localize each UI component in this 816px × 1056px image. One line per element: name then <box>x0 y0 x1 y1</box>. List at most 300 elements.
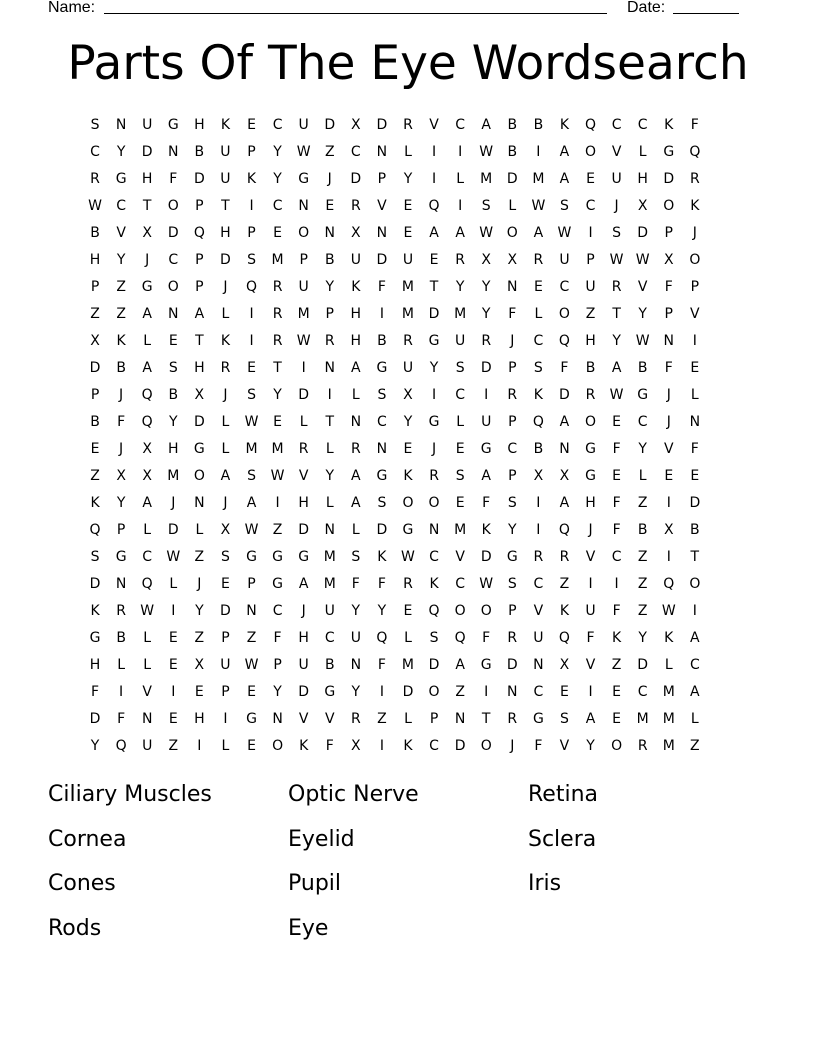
grid-cell: C <box>585 198 596 214</box>
grid-cell: R <box>298 441 309 457</box>
grid-cell: T <box>195 333 204 349</box>
grid-cell: Z <box>637 576 648 592</box>
grid-cell: K <box>377 549 387 565</box>
grid-cell: U <box>350 252 361 268</box>
grid-cell: R <box>350 711 361 727</box>
grid-cell: U <box>455 333 466 349</box>
grid-row <box>82 274 734 301</box>
grid-cell: Z <box>272 522 283 538</box>
grid-cell: J <box>119 387 124 403</box>
grid-row <box>82 436 734 463</box>
grid-cell: K <box>90 603 100 619</box>
grid-cell: Y <box>90 738 100 754</box>
grid-cell: K <box>299 738 309 754</box>
grid-cell: O <box>480 603 492 619</box>
grid-cell: I <box>301 360 306 376</box>
grid-cell: D <box>298 684 310 700</box>
grid-cell: B <box>533 117 544 133</box>
grid-cell: Z <box>611 657 622 673</box>
grid-cell: A <box>351 495 361 511</box>
grid-cell: L <box>143 522 152 538</box>
grid-cell: Y <box>273 387 282 403</box>
grid-cell: J <box>666 387 671 403</box>
grid-cell: K <box>664 630 674 646</box>
grid-cell: D <box>350 171 362 187</box>
grid-cell: O <box>689 252 701 268</box>
grid-cell: I <box>431 144 437 160</box>
word-list-item: Iris <box>528 871 562 896</box>
grid-cell: P <box>221 684 230 700</box>
grid-cell: L <box>690 711 699 727</box>
grid-cell: G <box>585 468 596 484</box>
grid-cell: D <box>376 522 388 538</box>
grid-cell: G <box>428 333 440 349</box>
grid-cell: N <box>689 414 701 430</box>
grid-cell: D <box>220 252 231 268</box>
grid-cell: D <box>480 549 492 565</box>
grid-cell: O <box>272 738 284 754</box>
grid-row <box>82 625 734 652</box>
grid-cell: N <box>115 576 127 592</box>
grid-cell: U <box>533 630 544 646</box>
grid-cell: Z <box>194 549 205 565</box>
grid-cell: P <box>508 468 517 484</box>
grid-cell: E <box>168 657 178 673</box>
grid-cell: T <box>612 306 621 322</box>
grid-cell: V <box>663 441 674 457</box>
grid-cell: V <box>585 657 596 673</box>
grid-cell: M <box>245 441 258 457</box>
grid-cell: P <box>690 279 700 295</box>
grid-cell: R <box>272 333 283 349</box>
grid-cell: A <box>429 225 439 241</box>
grid-cell: X <box>351 738 361 754</box>
grid-cell: P <box>247 225 256 241</box>
grid-cell: W <box>140 603 155 619</box>
grid-cell: X <box>116 468 126 484</box>
grid-cell: O <box>558 306 570 322</box>
grid-cell: Q <box>689 144 701 160</box>
grid-cell: L <box>638 144 647 160</box>
grid-cell: W <box>166 549 181 565</box>
grid-cell: J <box>510 738 515 754</box>
grid-cell: G <box>402 522 414 538</box>
grid-cell: V <box>429 117 439 133</box>
grid-cell: D <box>193 171 205 187</box>
grid-cell: J <box>327 171 332 187</box>
grid-cell: Z <box>559 576 570 592</box>
grid-cell: Z <box>194 630 205 646</box>
grid-cell: I <box>588 576 593 592</box>
grid-cell: R <box>272 279 283 295</box>
grid-cell: O <box>428 684 440 700</box>
grid-cell: N <box>246 603 257 619</box>
grid-cell: Y <box>586 738 595 754</box>
grid-cell: C <box>116 198 126 214</box>
grid-cell: A <box>559 144 570 160</box>
grid-cell: Y <box>273 144 282 160</box>
grid-cell: A <box>455 225 465 241</box>
grid-row <box>82 679 734 706</box>
grid-cell: X <box>559 468 570 484</box>
grid-cell: R <box>507 711 518 727</box>
grid-cell: U <box>142 117 153 133</box>
grid-cell: B <box>637 360 648 376</box>
grid-cell: E <box>612 468 622 484</box>
grid-cell: M <box>297 306 310 322</box>
grid-cell: E <box>247 684 256 700</box>
grid-cell: F <box>273 630 282 646</box>
grid-cell: D <box>324 117 336 133</box>
grid-cell: Y <box>612 333 621 349</box>
grid-cell: L <box>195 522 204 538</box>
grid-cell: U <box>611 171 622 187</box>
grid-cell: O <box>480 738 492 754</box>
word-list-item: Sclera <box>528 826 597 852</box>
grid-cell: K <box>403 738 413 754</box>
grid-cell: R <box>429 468 439 484</box>
grid-cell: F <box>612 603 621 619</box>
grid-cell: W <box>244 657 259 673</box>
grid-cell: J <box>223 495 228 511</box>
grid-cell: S <box>612 225 622 241</box>
grid-cell: N <box>507 279 518 295</box>
grid-cell: L <box>221 441 230 457</box>
grid-cell: D <box>89 360 101 376</box>
grid-cell: B <box>90 414 100 430</box>
grid-cell: E <box>455 495 465 511</box>
grid-cell: Z <box>116 279 126 295</box>
grid-cell: D <box>428 657 440 673</box>
grid-cell: D <box>637 657 649 673</box>
grid-cell: P <box>116 522 126 538</box>
grid-cell: M <box>401 657 415 673</box>
grid-cell: L <box>351 387 360 403</box>
grid-cell: S <box>247 468 256 484</box>
grid-cell: L <box>143 657 152 673</box>
grid-cell: I <box>666 549 671 565</box>
grid-cell: U <box>220 171 231 187</box>
grid-cell: I <box>327 387 332 403</box>
date-label: Date: <box>627 0 666 16</box>
grid-cell: W <box>635 252 650 268</box>
grid-cell: I <box>431 387 437 403</box>
grid-cell: C <box>533 684 544 700</box>
grid-cell: C <box>324 630 335 646</box>
grid-cell: F <box>690 441 699 457</box>
grid-cell: H <box>585 333 596 349</box>
grid-cell: V <box>533 603 544 619</box>
grid-row <box>82 571 734 598</box>
grid-cell: B <box>324 657 335 673</box>
grid-cell: V <box>559 738 570 754</box>
grid-cell: I <box>588 684 593 700</box>
grid-cell: I <box>692 333 697 349</box>
grid-cell: H <box>194 711 205 727</box>
grid-cell: W <box>479 144 494 160</box>
grid-cell: C <box>455 117 466 133</box>
grid-cell: A <box>611 360 622 376</box>
grid-cell: V <box>298 468 309 484</box>
grid-cell: I <box>614 576 619 592</box>
grid-cell: S <box>560 711 569 727</box>
grid-cell: W <box>479 225 494 241</box>
grid-cell: R <box>324 333 335 349</box>
grid-cell: B <box>690 522 700 538</box>
grid-cell: N <box>507 684 518 700</box>
grid-cell: L <box>169 576 178 592</box>
grid-cell: M <box>636 711 649 727</box>
grid-cell: R <box>403 576 413 592</box>
grid-cell: X <box>142 441 152 457</box>
grid-cell: B <box>507 117 518 133</box>
grid-cell: C <box>429 549 439 565</box>
grid-cell: L <box>143 630 152 646</box>
grid-cell: C <box>611 549 622 565</box>
grid-cell: J <box>692 225 697 241</box>
grid-cell: T <box>221 198 230 214</box>
grid-cell: T <box>429 279 439 295</box>
grid-cell: E <box>221 576 230 592</box>
grid-cell: K <box>246 171 257 187</box>
grid-cell: W <box>557 225 572 241</box>
grid-cell: N <box>376 441 388 457</box>
grid-cell: G <box>324 684 336 700</box>
grid-cell: E <box>690 360 700 376</box>
grid-cell: D <box>663 171 675 187</box>
grid-cell: S <box>247 252 256 268</box>
grid-cell: L <box>325 495 334 511</box>
grid-cell: L <box>508 198 517 214</box>
grid-cell: X <box>403 387 413 403</box>
grid-cell: L <box>664 657 673 673</box>
grid-cell: S <box>455 360 465 376</box>
grid-cell: F <box>612 495 621 511</box>
grid-cell: S <box>90 549 100 565</box>
grid-cell: C <box>142 549 153 565</box>
grid-cell: U <box>298 657 309 673</box>
word-list-item: Pupil <box>288 871 342 896</box>
grid-cell: K <box>533 387 543 403</box>
grid-cell: L <box>404 630 412 646</box>
grid-cell: Z <box>324 144 335 160</box>
grid-cell: C <box>689 657 700 673</box>
grid-cell: O <box>585 144 597 160</box>
grid-cell: A <box>585 711 596 727</box>
grid-cell: F <box>91 684 100 700</box>
grid-cell: Z <box>377 711 387 727</box>
grid-cell: R <box>403 117 413 133</box>
grid-cell: H <box>141 171 153 187</box>
grid-cell: X <box>507 252 518 268</box>
grid-cell: R <box>116 603 126 619</box>
grid-cell: U <box>402 360 414 376</box>
grid-cell: Q <box>115 738 127 754</box>
grid-cell: H <box>168 441 179 457</box>
grid-cell: E <box>247 738 256 754</box>
grid-cell: K <box>664 117 674 133</box>
grid-cell: P <box>247 576 256 592</box>
grid-cell: W <box>661 603 676 619</box>
grid-cell: R <box>689 171 700 187</box>
grid-cell: F <box>482 495 491 511</box>
grid-cell: F <box>664 279 673 295</box>
grid-cell: J <box>171 495 176 511</box>
grid-cell: H <box>194 360 205 376</box>
grid-cell: A <box>481 117 491 133</box>
grid-cell: Y <box>377 603 387 619</box>
grid-cell: L <box>117 657 126 673</box>
grid-cell: J <box>588 522 593 538</box>
grid-cell: M <box>662 738 675 754</box>
grid-cell: R <box>350 441 361 457</box>
grid-cell: C <box>350 144 361 160</box>
grid-cell: V <box>637 279 648 295</box>
grid-cell: I <box>197 738 202 754</box>
grid-cell: M <box>323 549 336 565</box>
grid-cell: N <box>168 306 179 322</box>
grid-cell: C <box>637 117 648 133</box>
grid-cell: B <box>116 630 126 646</box>
grid-cell: V <box>116 225 126 241</box>
grid-cell: I <box>536 144 541 160</box>
grid-cell: X <box>663 252 674 268</box>
grid-cell: L <box>404 144 412 160</box>
grid-cell: E <box>429 252 439 268</box>
grid-row <box>82 517 734 544</box>
grid-cell: I <box>223 711 228 727</box>
grid-cell: G <box>246 711 257 727</box>
grid-cell: I <box>275 495 280 511</box>
grid-cell: Y <box>351 684 361 700</box>
grid-row <box>82 193 734 220</box>
grid-cell: D <box>376 117 388 133</box>
grid-cell: M <box>271 441 284 457</box>
grid-cell: I <box>379 684 384 700</box>
grid-cell: U <box>585 279 596 295</box>
grid-cell: Z <box>246 630 257 646</box>
grid-cell: Z <box>455 684 465 700</box>
grid-cell: A <box>298 576 309 592</box>
grid-cell: E <box>586 171 595 187</box>
grid-cell: G <box>506 549 518 565</box>
grid-cell: E <box>273 225 283 241</box>
grid-cell: E <box>325 198 335 214</box>
grid-cell: T <box>142 198 152 214</box>
grid-cell: P <box>90 279 100 295</box>
grid-cell: E <box>90 441 100 457</box>
grid-cell: J <box>223 279 228 295</box>
grid-cell: Q <box>558 522 570 538</box>
grid-cell: O <box>689 576 701 592</box>
grid-cell: P <box>429 711 439 727</box>
grid-cell: J <box>119 441 124 457</box>
grid-cell: P <box>508 360 517 376</box>
date-blank-line <box>673 13 739 14</box>
grid-cell: I <box>379 306 384 322</box>
grid-cell: F <box>508 306 517 322</box>
grid-row <box>82 166 734 193</box>
grid-cell: N <box>141 711 153 727</box>
grid-cell: D <box>89 711 101 727</box>
grid-cell: A <box>142 495 152 511</box>
grid-cell: L <box>456 171 465 187</box>
grid-cell: Q <box>454 630 466 646</box>
grid-cell: V <box>377 198 387 214</box>
grid-cell: E <box>560 684 569 700</box>
grid-cell: N <box>663 333 674 349</box>
grid-cell: P <box>273 657 282 673</box>
grid-cell: A <box>533 225 544 241</box>
grid-cell: I <box>484 387 489 403</box>
grid-cell: W <box>88 198 102 214</box>
grid-cell: W <box>609 252 624 268</box>
grid-cell: L <box>456 414 465 430</box>
grid-cell: C <box>455 576 466 592</box>
grid-cell: C <box>611 117 622 133</box>
grid-cell: D <box>298 522 310 538</box>
grid-cell: X <box>559 657 570 673</box>
grid-cell: E <box>403 441 413 457</box>
grid-cell: D <box>506 657 518 673</box>
grid-cell: U <box>298 117 309 133</box>
grid-cell: R <box>507 387 518 403</box>
grid-cell: L <box>221 414 230 430</box>
grid-cell: H <box>350 333 362 349</box>
grid-cell: B <box>585 360 596 376</box>
grid-cell: I <box>666 495 671 511</box>
grid-cell: S <box>455 468 465 484</box>
grid-cell: P <box>377 171 387 187</box>
grid-cell: Q <box>141 414 153 430</box>
grid-cell: K <box>220 117 231 133</box>
grid-cell: B <box>377 333 387 349</box>
grid-cell: L <box>690 387 699 403</box>
grid-cell: U <box>402 252 414 268</box>
grid-cell: G <box>272 549 284 565</box>
grid-cell: X <box>194 657 205 673</box>
grid-cell: U <box>585 603 596 619</box>
grid-cell: G <box>298 171 310 187</box>
grid-cell: A <box>455 657 465 673</box>
grid-cell: E <box>455 441 465 457</box>
grid-cell: Y <box>481 306 491 322</box>
grid-cell: F <box>612 441 621 457</box>
grid-cell: D <box>89 576 101 592</box>
grid-cell: E <box>612 684 622 700</box>
grid-cell: R <box>533 549 544 565</box>
grid-cell: S <box>377 495 387 511</box>
grid-cell: I <box>536 522 541 538</box>
grid-cell: H <box>89 252 101 268</box>
grid-cell: C <box>377 414 387 430</box>
grid-cell: G <box>141 279 153 295</box>
grid-cell: Y <box>116 252 126 268</box>
grid-cell: L <box>638 468 647 484</box>
grid-cell: N <box>298 198 309 214</box>
grid-cell: Q <box>141 576 153 592</box>
grid-cell: Y <box>638 630 647 646</box>
grid-cell: D <box>637 225 649 241</box>
grid-cell: S <box>220 549 230 565</box>
grid-cell: N <box>376 225 388 241</box>
grid-cell: H <box>194 117 205 133</box>
grid-cell: E <box>194 684 204 700</box>
grid-cell: E <box>247 360 256 376</box>
grid-cell: H <box>350 306 362 322</box>
grid-cell: C <box>272 603 283 619</box>
grid-row <box>82 598 734 625</box>
